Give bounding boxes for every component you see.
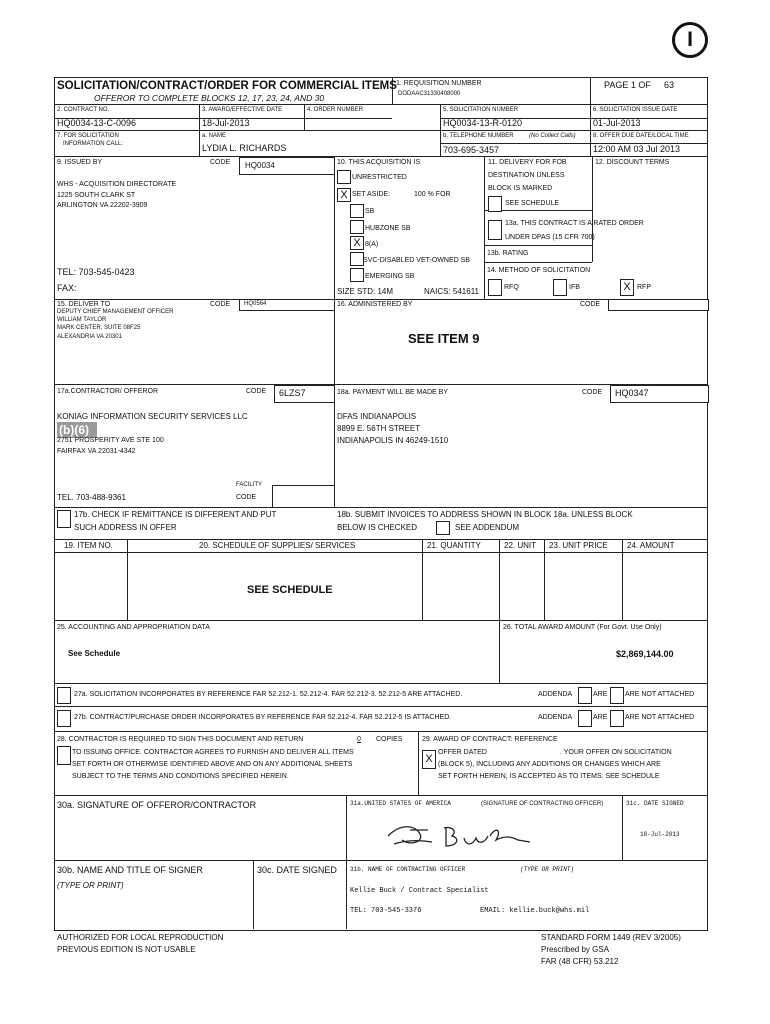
form-title: SOLICITATION/CONTRACT/ORDER FOR COMMERCIAL ITEMS xyxy=(57,80,397,92)
acquisition-label: 10. THIS ACQUISITION IS xyxy=(337,159,421,166)
footer-right-1: STANDARD FORM 1449 (REV 3/2005) xyxy=(541,933,681,942)
31c-label: 31c. DATE SIGNED xyxy=(626,800,684,807)
31c-value: 18-Jul-2013 xyxy=(640,831,680,838)
issued-by-line-1: WHS - ACQUISITION DIRECTORATE xyxy=(57,181,177,188)
28-line-3: SET FORTH OR OTHERWISE IDENTIFIED ABOVE AND ON ANY ADDITIONAL SHEETS xyxy=(72,761,353,768)
27b-not-checkbox[interactable] xyxy=(610,710,624,727)
rfq-label: RFQ xyxy=(504,284,519,291)
issued-by-fax: FAX: xyxy=(57,283,77,293)
redaction-box xyxy=(57,422,97,438)
info-call-label-2: INFORMATION CALL: xyxy=(63,141,123,147)
rated-order-label-2: UNDER DPAS (15 CFR 700) xyxy=(505,234,595,241)
27a-checkbox[interactable] xyxy=(57,687,71,704)
28-copies-num: 0 xyxy=(357,736,361,743)
29-line-2a: OFFER DATED xyxy=(438,749,487,756)
remittance-checkbox[interactable] xyxy=(57,510,71,528)
footer-left-2: PREVIOUS EDITION IS NOT USABLE xyxy=(57,945,196,954)
deliver-to-line-2: WILLIAM TAYLOR xyxy=(57,317,107,323)
contract-no-value: HQ0034-13-C-0096 xyxy=(57,118,137,128)
naics: NAICS: 541611 xyxy=(424,287,479,296)
deliver-to-label: 15. DELIVER TO xyxy=(57,301,111,308)
col-unit-price: 23. UNIT PRICE xyxy=(549,541,608,550)
setaside-checkbox[interactable]: X xyxy=(337,188,351,202)
addendum-checkbox[interactable] xyxy=(436,521,450,535)
administered-by-code-label: CODE xyxy=(580,301,601,308)
28-line-4: SUBJECT TO THE TERMS AND CONDITIONS SPECIFIED HEREIN. xyxy=(72,773,289,780)
col-amount: 24. AMOUNT xyxy=(627,541,675,550)
fob-label-3: BLOCK IS MARKED xyxy=(488,185,553,192)
redaction-label: (b)(6) xyxy=(59,423,89,437)
svc-label: SVC-DISABLED VET-OWNED SB xyxy=(363,257,470,264)
contact-name-label: a. NAME xyxy=(202,133,227,139)
offer-due-label: 8. OFFER DUE DATE/LOCAL TIME xyxy=(593,133,689,139)
rfp-label: RFP xyxy=(637,284,651,291)
issued-by-line-3: ARLINGTON VA 22202-3909 xyxy=(57,202,148,209)
deliver-to-line-1: DEPUTY CHIEF MANAGEMENT OFFICER xyxy=(57,309,174,315)
29-line-3: (BLOCK 5), INCLUDING ANY ADDITIONS OR CHANGES WHICH ARE xyxy=(438,761,661,768)
27b-not: ARE NOT ATTACHED xyxy=(625,714,695,721)
setaside-label: SET ASIDE: xyxy=(352,191,390,198)
remittance-label-2: SUCH ADDRESS IN OFFER xyxy=(74,523,177,532)
29-checkbox[interactable]: X xyxy=(422,750,436,769)
31b-name: Kellie Buck / Contract Specialist xyxy=(350,887,489,895)
invoice-label-2: BELOW IS CHECKED xyxy=(337,523,418,532)
issued-by-code-label: CODE xyxy=(210,159,231,166)
27b-text: 27b. CONTRACT/PURCHASE ORDER INCORPORATES BY REFERENCE FAR 52.212-4. FAR 52.212-5 IS ATTACHED. xyxy=(74,714,452,721)
invoice-label-1: 18b. SUBMIT INVOICES TO ADDRESS SHOWN IN BLOCK 18a. UNLESS BLOCK xyxy=(337,510,633,519)
telephone-note: (No Collect Calls) xyxy=(529,133,576,139)
eighta-label: 8(A) xyxy=(365,241,379,248)
payment-line-1: DFAS INDIANAPOLIS xyxy=(337,412,417,421)
issued-by-label: 9. ISSUED BY xyxy=(57,159,103,166)
page-label: PAGE 1 OF xyxy=(604,80,651,90)
deliver-to-line-3: MARK CENTER, SUITE 08F25 xyxy=(57,325,141,331)
rating-label: 13b. RATING xyxy=(487,250,529,257)
28-line-1: 28. CONTRACTOR IS REQUIRED TO SIGN THIS DOCUMENT AND RETURN xyxy=(57,736,304,743)
contractor-code-label: CODE xyxy=(246,388,267,395)
27b-addenda: ADDENDA xyxy=(538,714,573,721)
requisition-value: DODAAC31330408000 xyxy=(398,91,461,97)
28-line-2: TO ISSUING OFFICE. CONTRACTOR AGREES TO FURNISH AND DELIVER ALL ITEMS xyxy=(72,749,354,756)
hubzone-label: HUBZONE SB xyxy=(365,225,411,232)
29-line-2b: . YOUR OFFER ON SOLICITATION xyxy=(560,749,672,756)
payment-label: 18a. PAYMENT WILL BE MADE BY xyxy=(337,389,448,396)
setaside-percent: 100 % FOR xyxy=(414,191,451,198)
payment-code-label: CODE xyxy=(582,389,603,396)
page-mark-glyph: I xyxy=(687,28,693,51)
hubzone-checkbox[interactable] xyxy=(350,220,364,234)
accounting-label: 25. ACCOUNTING AND APPROPRIATION DATA xyxy=(57,624,210,631)
27a-text: 27a. SOLICITATION INCORPORATES BY REFERENCE FAR 52.212-1. 52.212-4. FAR 52.212-3. 52.212-5 ARE ATTACHED. xyxy=(74,691,463,698)
offer-due-value: 12:00 AM 03 Jul 2013 xyxy=(593,144,681,154)
col-unit: 22. UNIT xyxy=(504,541,537,550)
contracting-officer-signature xyxy=(380,818,540,852)
sb-checkbox[interactable] xyxy=(350,204,364,218)
issued-by-line-2: 1225 SOUTH CLARK ST xyxy=(57,192,136,199)
emerging-checkbox[interactable] xyxy=(350,268,364,282)
issued-by-code-value: HQ0034 xyxy=(245,161,275,170)
footer-right-3: FAR (48 CFR) 53.212 xyxy=(541,957,619,966)
see-item-9: SEE ITEM 9 xyxy=(408,331,480,346)
footer-left-1: AUTHORIZED FOR LOCAL REPRODUCTION xyxy=(57,933,224,942)
payment-line-3: INDIANAPOLIS IN 46249-1510 xyxy=(337,436,449,445)
issue-date-label: 6. SOLICITATION ISSUE DATE xyxy=(593,107,678,113)
rfq-checkbox[interactable] xyxy=(488,279,502,296)
emerging-label: EMERGING SB xyxy=(365,273,415,280)
contract-no-label: 2. CONTRACT NO. xyxy=(57,107,110,113)
31b-label: 31b. NAME OF CONTRACTING OFFICER xyxy=(350,866,466,873)
30b-label: 30b. NAME AND TITLE OF SIGNER xyxy=(57,865,203,875)
27a-not-checkbox[interactable] xyxy=(610,687,624,704)
size-std: SIZE STD: 14M xyxy=(337,287,394,296)
contractor-company: KONIAG INFORMATION SECURITY SERVICES LLC xyxy=(57,412,248,421)
col-item-no: 19. ITEM NO. xyxy=(64,541,113,550)
contractor-code-value: 6LZS7 xyxy=(279,388,306,398)
deliver-to-code-label: CODE xyxy=(210,301,231,308)
30c-label: 30c. DATE SIGNED xyxy=(257,865,337,875)
31b-email: EMAIL: kellie.buck@whs.mil xyxy=(480,907,590,915)
award-date-value: 18-Jul-2013 xyxy=(202,118,250,128)
27a-are: ARE xyxy=(593,691,608,698)
ifb-checkbox[interactable] xyxy=(553,279,567,296)
payment-line-2: 8899 E. 56TH STREET xyxy=(337,424,421,433)
method-label: 14. METHOD OF SOLICITATION xyxy=(487,267,591,274)
fob-label-2: DESTINATION UNLESS xyxy=(488,172,565,179)
form-subtitle: OFFEROR TO COMPLETE BLOCKS 12, 17, 23, 24, AND 30 xyxy=(94,93,325,103)
col-supplies: 20. SCHEDULE OF SUPPLIES/ SERVICES xyxy=(199,541,356,550)
schedule-see: SEE SCHEDULE xyxy=(247,584,333,596)
footer-right-2: Prescribed by GSA xyxy=(541,945,610,954)
administered-by-label: 16. ADMINISTERED BY xyxy=(337,301,413,308)
contractor-address-2: FAIRFAX VA 22031-4342 xyxy=(57,448,136,455)
unrestricted-checkbox[interactable] xyxy=(337,170,351,184)
deliver-to-line-4: ALEXANDRIA VA 20301 xyxy=(57,334,122,340)
28-checkbox[interactable] xyxy=(57,746,71,765)
svc-checkbox[interactable] xyxy=(350,252,364,266)
order-number-label: 4. ORDER NUMBER xyxy=(307,107,364,113)
issue-date-value: 01-Jul-2013 xyxy=(593,118,641,128)
see-schedule-label: SEE SCHEDULE xyxy=(505,200,560,207)
31b-tel: TEL: 703-545-3376 xyxy=(350,907,422,915)
telephone-label: b. TELEPHONE NUMBER xyxy=(443,133,514,139)
total-award-value: $2,869,144.00 xyxy=(616,649,674,659)
payment-code-value: HQ0347 xyxy=(615,388,649,398)
issued-by-tel: TEL: 703-545-0423 xyxy=(57,267,135,277)
requisition-label: 1. REQUISITION NUMBER xyxy=(396,80,482,87)
discount-terms-label: 12. DISCOUNT TERMS xyxy=(595,159,670,166)
eighta-checkbox[interactable]: X xyxy=(350,236,364,250)
contractor-tel: TEL. 703-488-9361 xyxy=(57,493,126,502)
col-quantity: 21. QUANTITY xyxy=(427,541,481,550)
rated-order-checkbox[interactable] xyxy=(488,220,502,240)
ifb-label: IFB xyxy=(569,284,580,291)
30a-label: 30a. SIGNATURE OF OFFEROR/CONTRACTOR xyxy=(57,800,257,810)
31a-label: 31a.UNITED STATES OF AMERICA xyxy=(350,800,451,807)
facility-label-2: CODE xyxy=(236,494,257,501)
solicitation-number-value: HQ0034-13-R-0120 xyxy=(443,118,523,128)
page-total: 63 xyxy=(664,80,675,90)
accounting-value: See Schedule xyxy=(68,649,121,658)
31a-note: (SIGNATURE OF CONTRACTING OFFICER) xyxy=(481,801,604,807)
27b-checkbox[interactable] xyxy=(57,710,71,727)
facility-label-1: FACILITY xyxy=(236,482,263,488)
29-line-4: SET FORTH HEREIN, IS ACCEPTED AS TO ITEMS: SEE SCHEDULE xyxy=(438,773,660,780)
27a-not: ARE NOT ATTACHED xyxy=(625,691,695,698)
award-date-label: 3. AWARD/EFFECTIVE DATE xyxy=(202,107,283,113)
contractor-label: 17a.CONTRACTOR/ OFFEROR xyxy=(57,388,158,395)
page-mark xyxy=(672,22,708,58)
rfp-checkbox[interactable]: X xyxy=(620,279,634,296)
27b-are-checkbox[interactable] xyxy=(578,710,592,727)
29-line-1: 29. AWARD OF CONTRACT: REFERENCE xyxy=(422,736,558,743)
remittance-label-1: 17b. CHECK IF REMITTANCE IS DIFFERENT AND PUT xyxy=(74,510,277,519)
fob-label-1: 11. DELIVERY FOR FOB xyxy=(488,159,567,166)
27a-are-checkbox[interactable] xyxy=(578,687,592,704)
unrestricted-label: UNRESTRICTED xyxy=(352,174,407,181)
31b-note: (TYPE OR PRINT) xyxy=(520,866,575,873)
solicitation-number-label: 5. SOLICITATION NUMBER xyxy=(443,107,519,113)
deliver-to-code-value: HQ0564 xyxy=(244,301,267,307)
info-call-label: 7. FOR SOLICITATION xyxy=(57,133,119,139)
total-award-label: 26. TOTAL AWARD AMOUNT (For Govt. Use Only) xyxy=(503,624,662,631)
28-copies: COPIES xyxy=(376,736,403,743)
sb-label: SB xyxy=(365,208,375,215)
27a-addenda: ADDENDA xyxy=(538,691,573,698)
see-schedule-checkbox[interactable] xyxy=(488,196,502,212)
27b-are: ARE xyxy=(593,714,608,721)
addendum-label: SEE ADDENDUM xyxy=(455,523,520,532)
telephone-value: 703-695-3457 xyxy=(443,145,500,155)
rated-order-label-1: 13a. THIS CONTRACT IS A RATED ORDER xyxy=(505,220,644,227)
contact-name-value: LYDIA L. RICHARDS xyxy=(202,143,287,153)
contractor-address-1: 2751 PROSPERITY AVE STE 100 xyxy=(57,437,164,444)
30b-note: (TYPE OR PRINT) xyxy=(57,881,124,890)
